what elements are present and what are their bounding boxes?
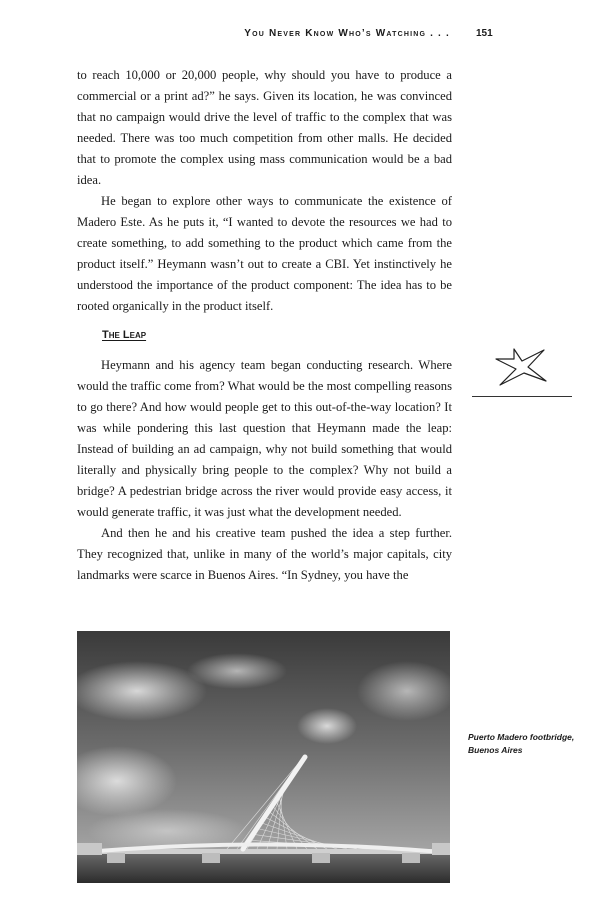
section-heading: The Leap	[102, 329, 147, 341]
footbridge-photo	[77, 631, 450, 883]
figure-caption: Puerto Madero footbridge, Buenos Aires	[468, 732, 575, 755]
paragraph: He began to explore other ways to communicate the existence of Madero Este. As he puts it, “I wanted to devote the resources we had to create something, to add something to the product which came from the product itself.” Heymann wasn’t out to create a CBI. Yet instinctively he understood the importance of the product component: The idea has to be rooted organically in the product itself.	[77, 194, 452, 313]
running-header-title: You Never Know Who’s Watching . . .	[244, 28, 450, 39]
margin-rule	[472, 396, 572, 397]
leap-star-icon	[492, 345, 552, 390]
paragraph: And then he and his creative team pushed the idea a step further. They recognized that, unlike in many of the world’s major capitals, city landmarks were scarce in Buenos Aires. “In Sydney, you have the	[77, 526, 452, 582]
page-number: 151	[476, 28, 493, 39]
paragraph: to reach 10,000 or 20,000 people, why should you have to produce a commercial or a print ad?” he says. Given its location, he was convinced that no campaign would drive the level of traffic to the complex that was needed. There was too much competition from other malls. He decided that to promote the complex using mass communication would be a bad idea.	[77, 68, 452, 187]
body-text-block-2	[77, 355, 452, 586]
body-text-block-1	[77, 65, 452, 317]
paragraph: Heymann and his agency team began conducting research. Where would the traffic come from? What would be the most compelling reasons to go there? And how would people get to this out-of-the-way location? It was while pondering this last question that Heymann made the leap: Instead of building an ad campaign, why not build something that would literally and physically bring people to the complex? Why not build a bridge? A pedestrian bridge across the river would provide easy access, it would generate traffic, it was just what the development needed.	[77, 358, 452, 519]
